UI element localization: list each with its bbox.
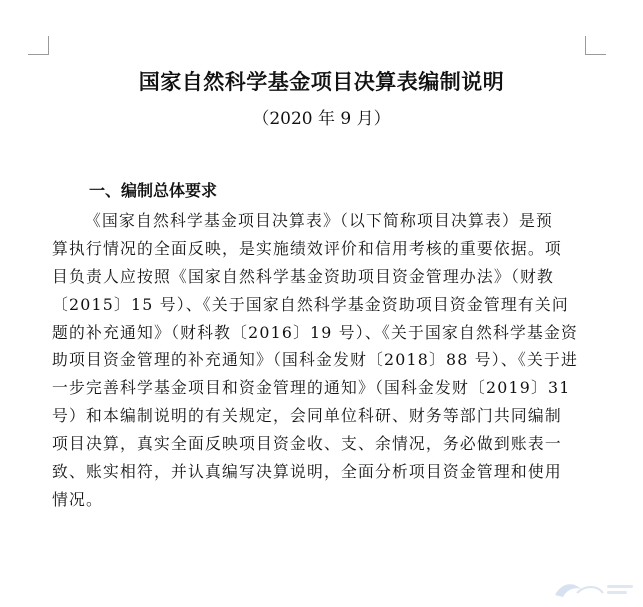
body-line: 情况。 [52,489,103,509]
body-line: 《国家自然科学基金项目决算表》（以下简称项目决算表）是预 [85,211,554,230]
body-line: 题的补充通知》（财科教〔2016〕19 号）、《关于国家自然科学基金资 [52,322,578,342]
body-line: 号）和本编制说明的有关规定，会同单位科研、财务等部门共同编制 [52,406,562,426]
crop-mark-top-right [585,36,606,55]
document-title: 国家自然科学基金项目决算表编制说明 [138,70,505,94]
body-line: 目负责人应按照《国家自然科学基金资助项目资金管理办法》（财教 [52,266,555,286]
body-line: 〔2015〕15 号）、《关于国家自然科学基金资助项目资金管理有关问 [52,294,569,314]
body-line: 项目决算，真实全面反映项目资金收、支、余情况，务必做到账表一 [52,434,562,454]
body-line: 算执行情况的全面反映，是实施绩效评价和信用考核的重要依据。项 [52,238,562,258]
body-line: 一步完善科学基金项目和资金管理的通知》（国科金发财〔2019〕31 [52,378,571,398]
logo-watermark-icon [551,575,637,603]
body-line: 致、账实相符，并认真编写决算说明，全面分析项目资金管理和使用 [52,462,562,482]
section-heading: 一、编制总体要求 [89,181,218,200]
section-body [52,207,592,514]
crop-mark-top-left [28,36,49,55]
body-line: 助项目资金管理的补充通知》（国科金发财〔2018〕88 号）、《关于进 [52,350,578,370]
document-date: （2020 年 9 月） [252,109,391,129]
